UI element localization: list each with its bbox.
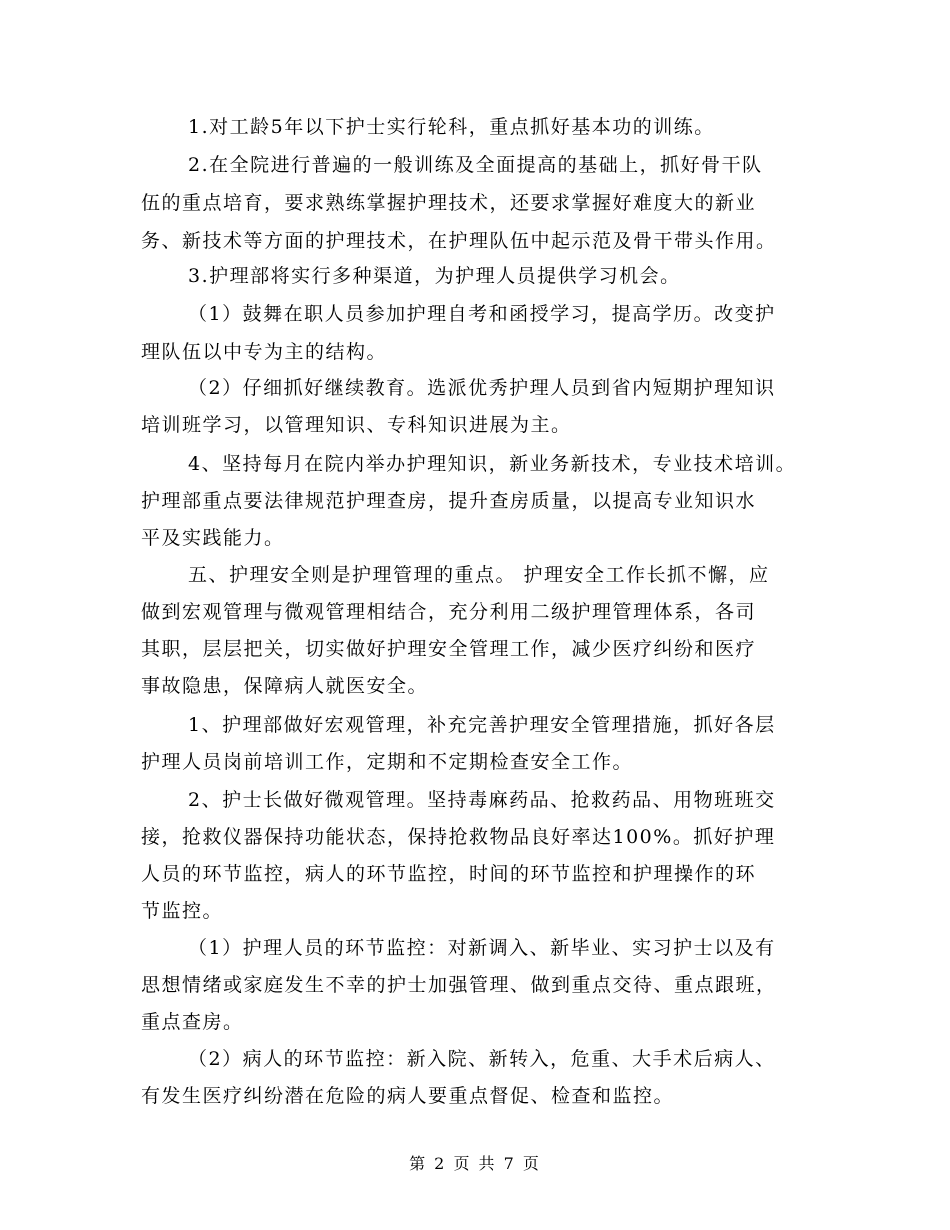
paragraph-line: 五、护理安全则是护理管理的重点。 护理安全工作长抓不懈，应 <box>188 564 770 586</box>
paragraph-line: 重点查房。 <box>141 1011 244 1033</box>
paragraph-line: 务、新技术等方面的护理技术，在护理队伍中起示范及骨干带头作用。 <box>141 230 777 252</box>
paragraph-line: 其职，层层把关，切实做好护理安全管理工作，减少医疗纠纷和医疗 <box>141 638 757 660</box>
paragraph-line: 1.对工龄5年以下护士实行轮科，重点抓好基本功的训练。 <box>188 116 715 138</box>
paragraph-line: 事故隐患，保障病人就医安全。 <box>141 675 429 697</box>
paragraph-line: （1）护理人员的环节监控：对新调入、新毕业、实习护士以及有 <box>188 937 776 959</box>
paragraph-line: 理队伍以中专为主的结构。 <box>141 341 388 363</box>
paragraph-line: 护理部重点要法律规范护理查房，提升查房质量，以提高专业知识水 <box>141 490 757 512</box>
paragraph-line: 伍的重点培育，要求熟练掌握护理技术，还要求掌握好难度大的新业 <box>141 192 757 214</box>
paragraph-line: 3.护理部将实行多种渠道，为护理人员提供学习机会。 <box>188 265 681 287</box>
paragraph-line: 接，抢救仪器保持功能状态，保持抢救物品良好率达100%。抓好护理 <box>141 826 776 848</box>
paragraph-line: 做到宏观管理与微观管理相结合，充分利用二级护理管理体系，各司 <box>141 601 757 623</box>
paragraph-line: 2、护士长做好微观管理。坚持毒麻药品、抢救药品、用物班班交 <box>188 789 776 811</box>
paragraph-line: 人员的环节监控，病人的环节监控，时间的环节监控和护理操作的环 <box>141 863 757 885</box>
paragraph-line: （2）病人的环节监控：新入院、新转入，危重、大手术后病人、 <box>188 1048 776 1070</box>
page-number-footer: 第 2 页 共 7 页 <box>409 1154 541 1173</box>
paragraph-line: 2.在全院进行普遍的一般训练及全面提高的基础上，抓好骨干队 <box>188 154 763 176</box>
paragraph-line: 培训班学习，以管理知识、专科知识进展为主。 <box>141 414 572 436</box>
paragraph-line: 节监控。 <box>141 900 224 922</box>
paragraph-line: 4、坚持每月在院内举办护理知识，新业务新技术，专业技术培训。 <box>188 453 797 475</box>
paragraph-line: 有发生医疗纠纷潜在危险的病人要重点督促、检查和监控。 <box>141 1085 675 1107</box>
paragraph-line: 平及实践能力。 <box>141 527 285 549</box>
paragraph-line: （2）仔细抓好继续教育。选派优秀护理人员到省内短期护理知识 <box>188 377 776 399</box>
paragraph-line: （1）鼓舞在职人员参加护理自考和函授学习，提高学历。改变护 <box>188 303 776 325</box>
paragraph-line: 护理人员岗前培训工作，定期和不定期检查安全工作。 <box>141 751 634 773</box>
paragraph-line: 1、护理部做好宏观管理，补充完善护理安全管理措施，抓好各层 <box>188 714 776 736</box>
paragraph-line: 思想情绪或家庭发生不幸的护士加强管理、做到重点交待、重点跟班， <box>141 974 777 996</box>
